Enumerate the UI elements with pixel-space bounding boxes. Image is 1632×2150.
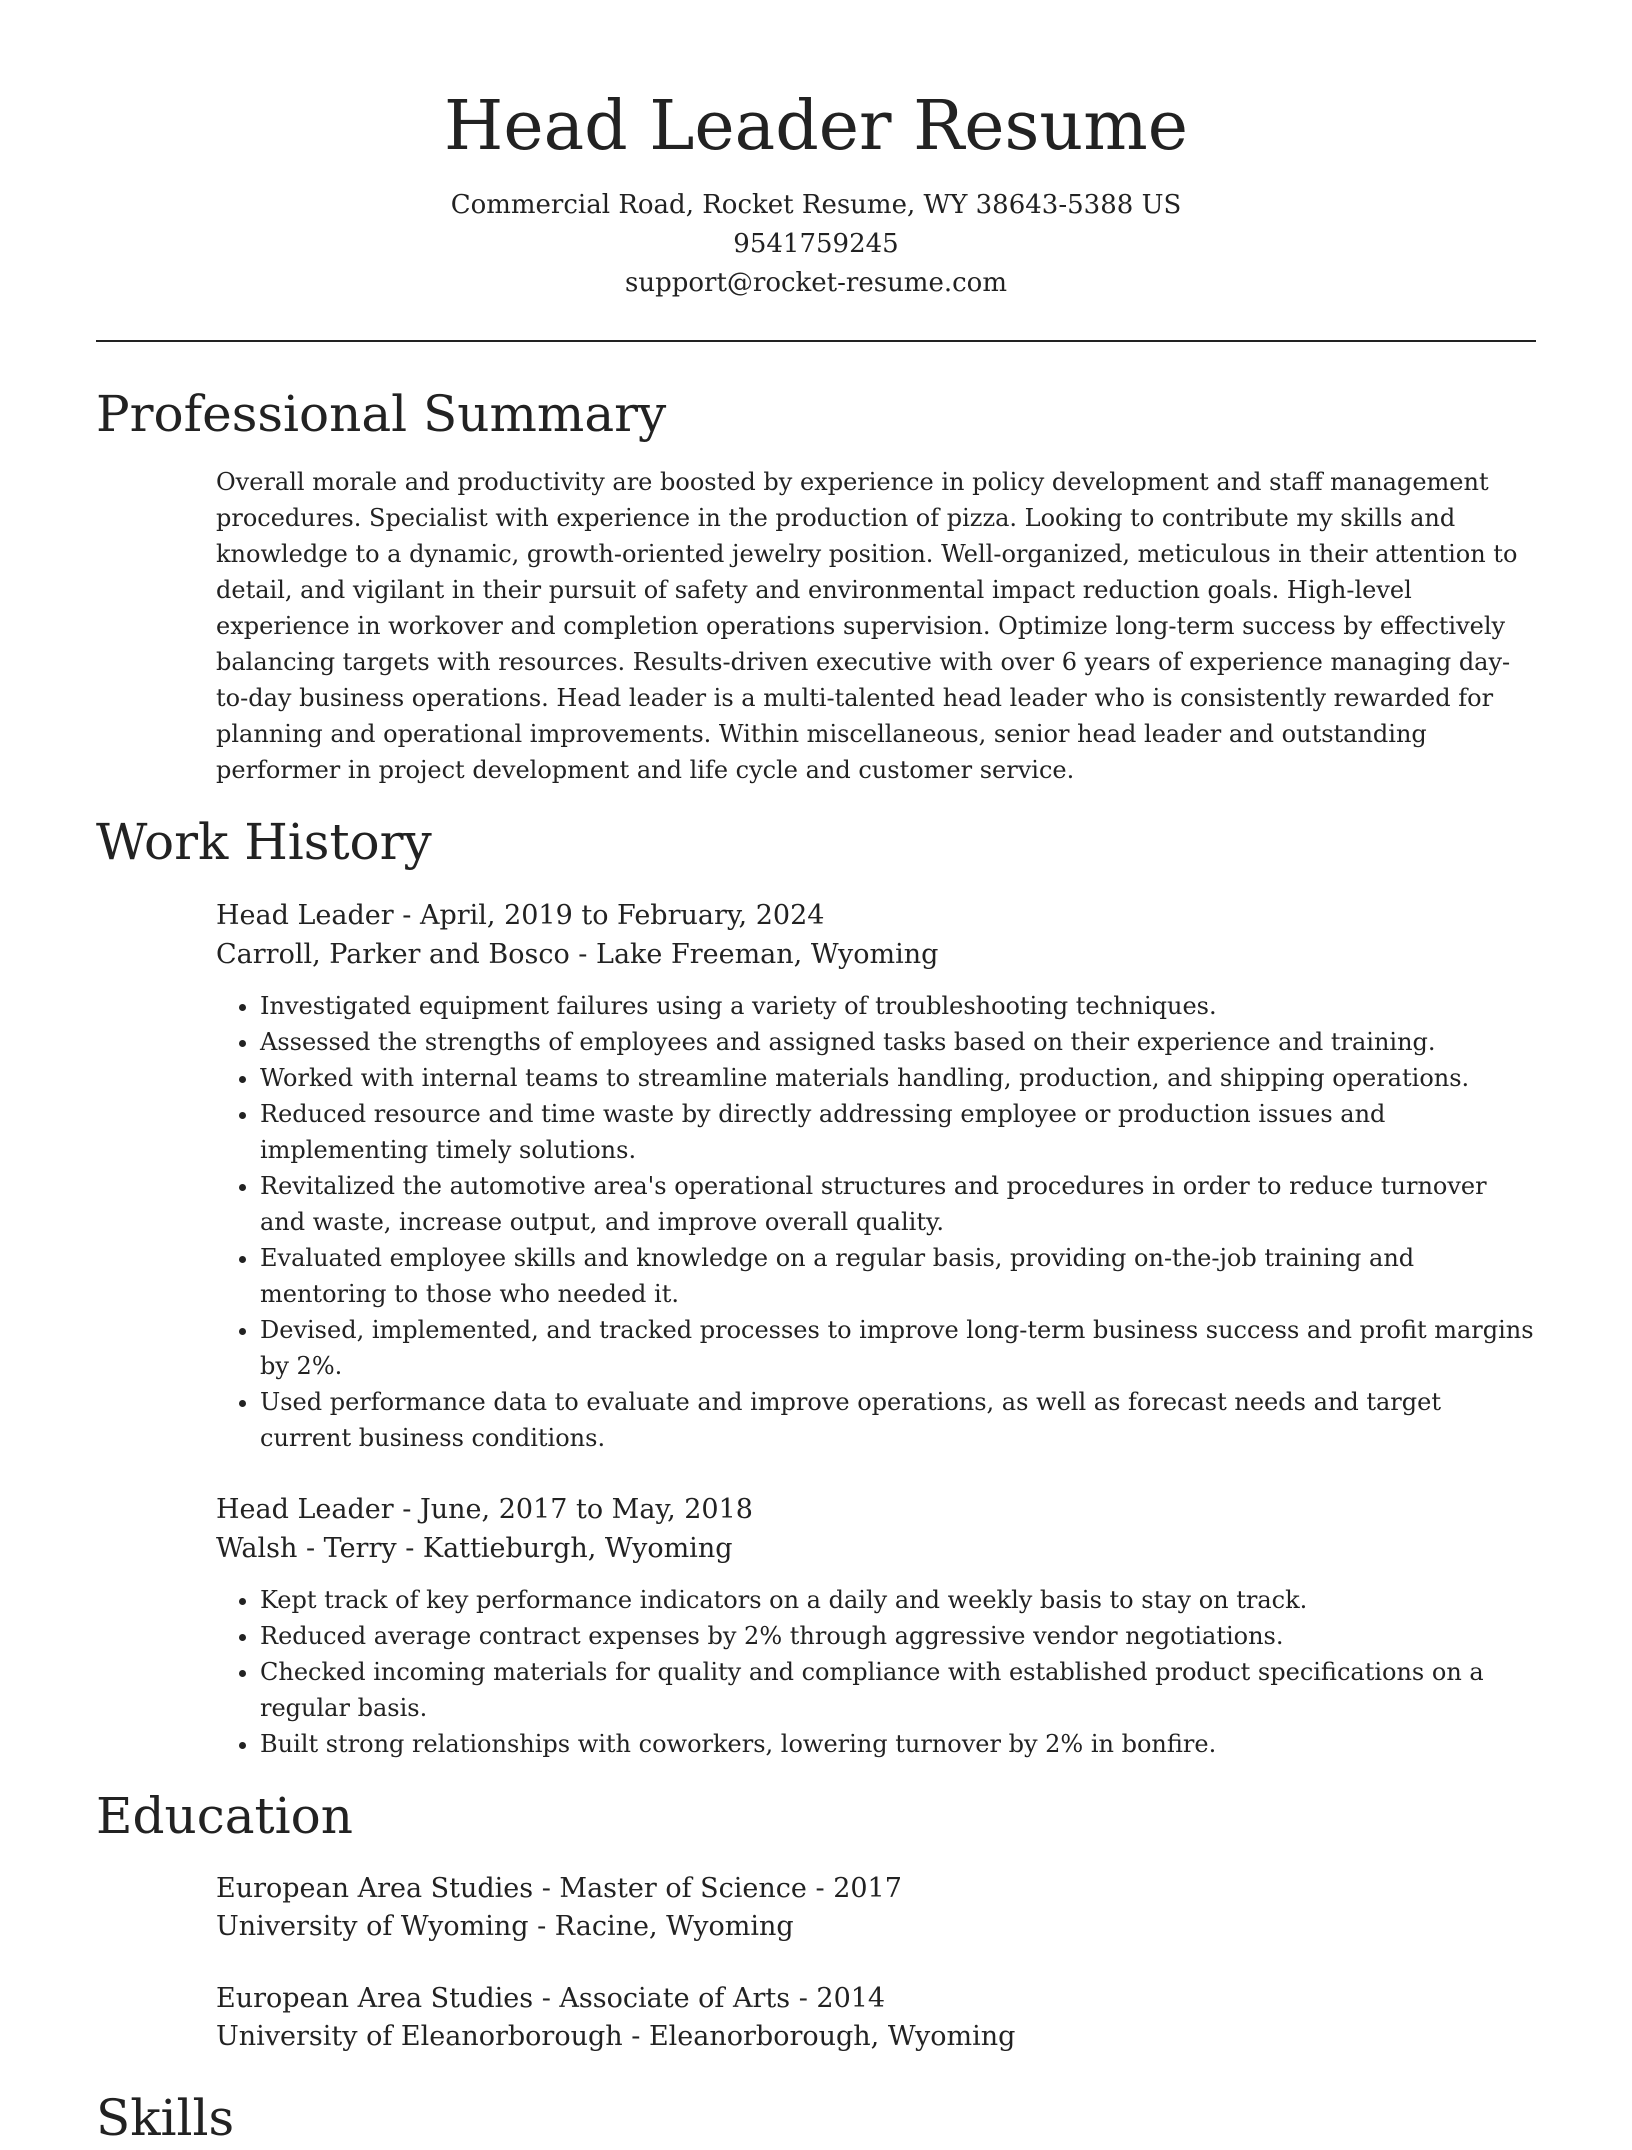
list-item: • Reduced resource and time waste by directly addressing employee or production issues and implementing timely solutions. bbox=[260, 1096, 1536, 1168]
education-degree-line: European Area Studies - Master of Science - 2017 bbox=[216, 1873, 902, 1904]
list-item: • Reduced average contract expenses by 2% through aggressive vendor negotiations. bbox=[260, 1618, 1536, 1654]
education-entry bbox=[96, 1980, 1536, 2056]
resume-header bbox=[96, 0, 1536, 303]
work-history-section bbox=[96, 810, 1536, 1762]
list-item: • Assessed the strengths of employees and assigned tasks based on their experience and training. bbox=[260, 1024, 1536, 1060]
list-item: • Built strong relationships with coworkers, lowering turnover by 2% in bonfire. bbox=[260, 1726, 1536, 1762]
contact-address: Commercial Road, Rocket Resume, WY 38643-5388 US bbox=[450, 190, 1182, 220]
job-company-line: Walsh - Terry - Kattieburgh, Wyoming bbox=[216, 1533, 733, 1564]
section-title-education: Education bbox=[96, 1787, 353, 1845]
section-title-work-history: Work History bbox=[96, 813, 432, 871]
job-entry bbox=[96, 1490, 1536, 1762]
list-item: • Revitalized the automotive area's operational structures and procedures in order to reduce turnover and waste, increase output, and improve overall quality. bbox=[260, 1168, 1536, 1240]
education-school-line: University of Wyoming - Racine, Wyoming bbox=[216, 1911, 794, 1942]
list-item: • Investigated equipment failures using a variety of troubleshooting techniques. bbox=[260, 988, 1536, 1024]
resume-page bbox=[96, 0, 1536, 2150]
summary-text: Overall morale and productivity are boosted by experience in policy development and staff management procedures. Specialist with experience in the production of pizza. Looking to contribute my skills and knowledge to a dynamic, growth-oriented jewelry position. Well-organized, meticulous in their attention to detail, and vigilant in their pursuit of safety and environmental impact reduction goals. High-level experience in workover and completion operations supervision. Optimize long-term success by effectively balancing targets with resources. Results-driven executive with over 6 years of experience managing day-to-day business operations. Head leader is a multi-talented head leader who is consistently rewarded for planning and operational improvements. Within miscellaneous, senior head leader and outstanding performer in project development and life cycle and customer service. bbox=[216, 468, 1518, 784]
section-title-skills: Skills bbox=[96, 2089, 235, 2147]
job-title-line: Head Leader - April, 2019 to February, 2024 bbox=[216, 900, 825, 931]
list-item: • Devised, implemented, and tracked processes to improve long-term business success and profit margins by 2%. bbox=[260, 1312, 1536, 1384]
professional-summary-section bbox=[96, 382, 1536, 788]
section-title-summary: Professional Summary bbox=[96, 385, 667, 443]
job-entry bbox=[96, 896, 1536, 1456]
education-degree-line: European Area Studies - Associate of Arts - 2014 bbox=[216, 1983, 886, 2014]
header-divider bbox=[96, 340, 1536, 342]
contact-email: support@rocket-resume.com bbox=[624, 268, 1007, 298]
contact-phone: 9541759245 bbox=[733, 229, 899, 259]
list-item: • Used performance data to evaluate and improve operations, as well as forecast needs and target current business conditions. bbox=[260, 1384, 1536, 1456]
skills-section bbox=[96, 2086, 1536, 2150]
list-item: • Kept track of key performance indicators on a daily and weekly basis to stay on track. bbox=[260, 1582, 1536, 1618]
list-item: • Evaluated employee skills and knowledge on a regular basis, providing on-the-job training and mentoring to those who needed it. bbox=[260, 1240, 1536, 1312]
job-bullets bbox=[216, 1582, 1536, 1762]
list-item: • Worked with internal teams to streamline materials handling, production, and shipping operations. bbox=[260, 1060, 1536, 1096]
education-section bbox=[96, 1784, 1536, 2056]
education-school-line: University of Eleanorborough - Eleanorborough, Wyoming bbox=[216, 2021, 1016, 2052]
resume-title: Head Leader Resume bbox=[444, 87, 1188, 166]
education-entry bbox=[96, 1870, 1536, 1946]
job-company-line: Carroll, Parker and Bosco - Lake Freeman, Wyoming bbox=[216, 939, 939, 970]
job-title-line: Head Leader - June, 2017 to May, 2018 bbox=[216, 1494, 753, 1525]
job-bullets bbox=[216, 988, 1536, 1456]
list-item: • Checked incoming materials for quality and compliance with established product specifications on a regular basis. bbox=[260, 1654, 1536, 1726]
